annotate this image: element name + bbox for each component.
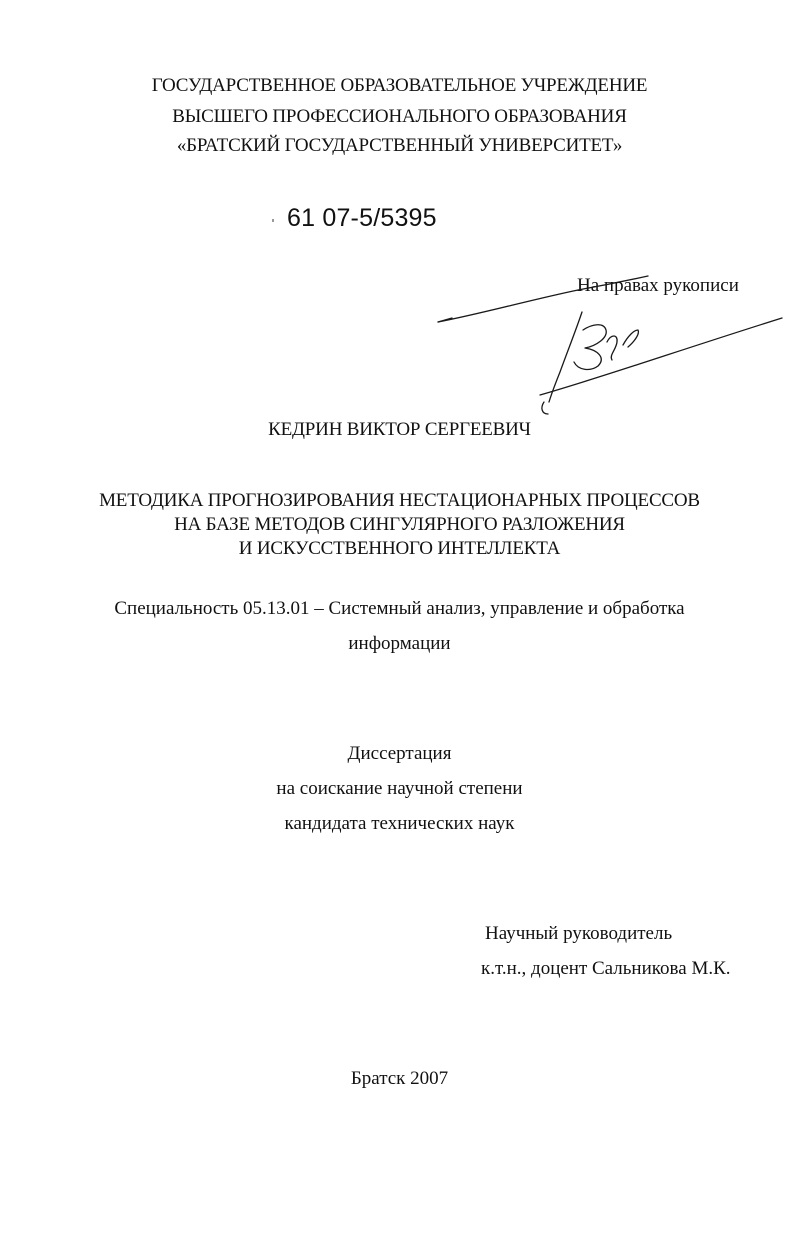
title-line-2: НА БАЗЕ МЕТОДОВ СИНГУЛЯРНОГО РАЗЛОЖЕНИЯ bbox=[174, 514, 625, 535]
degree-line-2: на соискание научной степени bbox=[276, 778, 523, 799]
degree-line-1: Диссертация bbox=[347, 743, 452, 764]
institution-line-3: «БРАТСКИЙ ГОСУДАРСТВЕННЫЙ УНИВЕРСИТЕТ» bbox=[176, 135, 623, 156]
author-name: КЕДРИН ВИКТОР СЕРГЕЕВИЧ bbox=[268, 419, 531, 440]
supervisor-label: Научный руководитель bbox=[485, 923, 673, 944]
signature-stroke-tail bbox=[623, 330, 638, 347]
signature-stroke-hook bbox=[542, 402, 548, 414]
institution-line-2: ВЫСШЕГО ПРОФЕССИОНАЛЬНОГО ОБРАЗОВАНИЯ bbox=[172, 106, 627, 127]
manuscript-note: На правах рукописи bbox=[577, 275, 739, 296]
scan-speck bbox=[272, 219, 274, 222]
signature-stroke-lower bbox=[540, 318, 782, 395]
institution-line-1: ГОСУДАРСТВЕННОЕ ОБРАЗОВАТЕЛЬНОЕ УЧРЕЖДЕНИЕ bbox=[151, 75, 648, 96]
specialty-line-2: информации bbox=[348, 633, 451, 654]
degree-line-3: кандидата технических наук bbox=[284, 813, 515, 834]
signature-stroke-tick bbox=[438, 318, 452, 322]
title-line-1: МЕТОДИКА ПРОГНОЗИРОВАНИЯ НЕСТАЦИОНАРНЫХ ПРОЦЕССОВ bbox=[99, 490, 700, 511]
signature-stroke-loop bbox=[574, 325, 606, 370]
supervisor-name: к.т.н., доцент Сальникова М.К. bbox=[481, 958, 731, 979]
specialty-line-1: Специальность 05.13.01 – Системный анализ, управление и обработка bbox=[114, 598, 685, 619]
catalog-number: 61 07-5/5395 bbox=[287, 204, 437, 232]
signature-stroke-letter bbox=[607, 336, 617, 360]
title-line-3: И ИСКУССТВЕННОГО ИНТЕЛЛЕКТА bbox=[238, 538, 561, 559]
signature-stroke-vertical bbox=[549, 312, 582, 402]
place-year: Братск 2007 bbox=[350, 1068, 449, 1089]
